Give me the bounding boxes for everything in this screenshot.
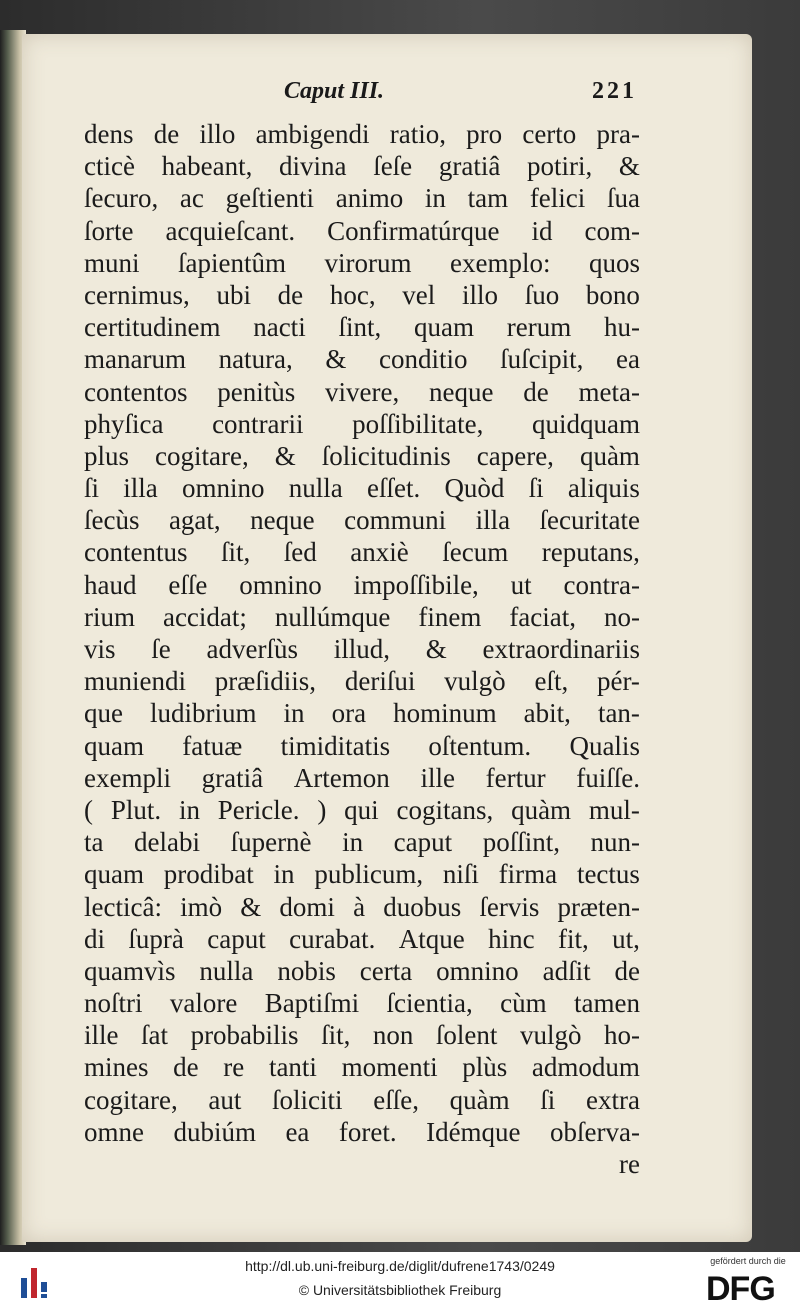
word: mines: [84, 1052, 149, 1083]
word: tectus: [576, 859, 640, 890]
text-line: [84, 923, 640, 955]
word: caput: [207, 923, 266, 954]
word: habeant,: [161, 151, 253, 182]
word: &: [240, 891, 262, 922]
word: ſolent: [435, 1020, 498, 1051]
text-line: [84, 1084, 640, 1116]
word: delabi: [134, 827, 201, 858]
word: virorum: [324, 247, 412, 278]
word: obſerva-: [550, 1116, 640, 1147]
word: de: [614, 955, 640, 986]
word: non: [372, 1020, 414, 1051]
word: de: [173, 1052, 199, 1083]
text-line: [84, 569, 640, 601]
word: muniendi: [84, 666, 186, 697]
word: domi: [279, 891, 335, 922]
word: ſecuro,: [84, 183, 159, 214]
word: impoſſibile,: [353, 569, 479, 600]
word: re: [223, 1052, 245, 1083]
word: vulgò: [519, 1020, 582, 1051]
word: mul-: [588, 794, 640, 825]
word: exempli: [84, 762, 171, 793]
word: ac: [179, 183, 204, 214]
word: tanti: [268, 1052, 317, 1083]
word: muni: [84, 247, 140, 278]
word: adverſùs: [206, 634, 298, 664]
word: (: [84, 794, 93, 825]
word: ſed: [283, 537, 317, 568]
word: ſervis: [479, 891, 540, 922]
word: vel: [402, 279, 436, 310]
word: omne: [84, 1116, 144, 1147]
word: cticè: [84, 151, 135, 182]
text-line: [84, 1051, 640, 1083]
word: ho-: [604, 1020, 640, 1051]
text-line: [84, 440, 640, 472]
word: extraordinariis: [482, 634, 640, 664]
word: accidat;: [162, 601, 247, 632]
word: ſapientûm: [178, 247, 286, 278]
word: ubi: [216, 279, 251, 310]
word: finem: [418, 601, 482, 632]
word: communi: [344, 505, 447, 536]
word: omnino: [239, 569, 322, 600]
word: penitùs: [217, 376, 296, 407]
word: cogitare,: [84, 1084, 178, 1115]
word: nulla: [199, 955, 254, 986]
word: capere,: [476, 440, 554, 471]
word: potiri,: [526, 151, 593, 182]
word: aliquis: [567, 473, 640, 504]
word: Baptiſmi: [264, 988, 360, 1019]
word: animo: [335, 183, 404, 214]
word: ſi: [540, 1084, 556, 1115]
word: timiditatis: [280, 730, 391, 761]
word: hominum: [393, 698, 497, 729]
word: illa: [475, 505, 511, 536]
word: niſi: [442, 859, 479, 890]
word: prodibat: [163, 859, 254, 890]
word: aut: [208, 1084, 242, 1115]
word: nobis: [277, 955, 336, 986]
word: illo: [199, 119, 236, 149]
word: gratiâ: [438, 151, 501, 182]
source-url-link[interactable]: http://dl.ub.uni-freiburg.de/diglit/dufrene1743/0249: [245, 1258, 555, 1274]
word: tamen: [573, 988, 640, 1019]
text-line: [84, 215, 640, 247]
word: in: [178, 794, 200, 825]
word: &: [425, 634, 447, 664]
word: certo: [522, 119, 577, 149]
word: &: [325, 344, 347, 375]
word: Artemon: [293, 762, 390, 793]
word: ſit,: [220, 537, 251, 568]
word: Pericle.: [217, 794, 300, 825]
word: de: [523, 376, 549, 407]
word: vulgò: [444, 666, 506, 697]
word: ſolicitudinis: [321, 440, 451, 471]
word: quamvìs: [84, 955, 176, 986]
word: deriſui: [344, 666, 416, 697]
word: ſat: [141, 1020, 169, 1051]
word: ratio,: [389, 119, 446, 149]
text-line: [84, 858, 640, 890]
word: omnino: [436, 955, 519, 986]
word: tam: [467, 183, 509, 214]
page-header: [22, 78, 752, 118]
text-line: [84, 794, 640, 826]
word: di: [84, 923, 106, 954]
word: curabat.: [289, 923, 376, 954]
word: firma: [498, 859, 558, 890]
text-line: [84, 1116, 640, 1148]
word: exemplo:: [450, 247, 551, 278]
text-line: [84, 891, 640, 923]
text-line: [84, 697, 640, 729]
word: ſoliciti: [272, 1084, 343, 1115]
word: momenti: [341, 1052, 438, 1083]
word: &: [618, 151, 640, 182]
text-line: [84, 987, 640, 1019]
word: faciat,: [509, 601, 577, 632]
word: ſcientia,: [386, 988, 473, 1019]
word: quidquam: [531, 408, 640, 439]
word: natura,: [218, 344, 293, 375]
text-line: [84, 182, 640, 214]
text-line: [84, 504, 640, 536]
word: ludibrium: [150, 698, 257, 729]
word: quàm: [511, 794, 572, 825]
word: Confirmatúrque: [327, 215, 500, 246]
word: hoc,: [329, 279, 376, 310]
word: pér-: [597, 666, 640, 697]
word: fit,: [558, 923, 589, 954]
word: quàm: [449, 1084, 510, 1115]
word: nacti: [253, 312, 306, 343]
word: quam: [414, 312, 474, 343]
catchword: re: [619, 1149, 640, 1179]
word: oſtentum.: [428, 730, 532, 761]
text-line: [84, 247, 640, 279]
word: Plut.: [110, 794, 162, 825]
word: fuiſſe.: [576, 762, 640, 793]
word: cogitans,: [396, 794, 494, 825]
text-line: [84, 633, 640, 665]
word: illud,: [333, 634, 390, 664]
word: cernimus,: [84, 279, 190, 310]
word: quam: [84, 859, 144, 890]
word: ſecuritate: [539, 505, 640, 536]
word: imò: [180, 891, 223, 922]
text-line: [84, 762, 640, 794]
word: pro: [466, 119, 503, 149]
funding-tagline: gefördert durch die: [710, 1256, 786, 1266]
word: que: [84, 698, 123, 729]
word: divina: [279, 151, 347, 182]
text-line: [84, 665, 640, 697]
word: ſe: [151, 634, 171, 664]
word: felici: [529, 183, 586, 214]
word: eſt,: [534, 666, 569, 697]
word: contentos: [84, 376, 188, 407]
word: extra: [585, 1084, 640, 1115]
word: ſint,: [338, 312, 382, 343]
word: ambigendi: [255, 119, 370, 149]
word: vis: [84, 634, 116, 664]
dfg-funding-block: [702, 1256, 794, 1308]
page-number: 221: [592, 78, 637, 104]
word: fatuæ: [182, 730, 243, 761]
word: contentus: [84, 537, 188, 568]
word: omnino: [181, 473, 265, 504]
word: poſſint,: [482, 827, 560, 858]
text-line: [84, 536, 640, 568]
word: admodum: [531, 1052, 640, 1083]
word: dubiúm: [173, 1116, 256, 1147]
word: noſtri: [84, 988, 143, 1019]
word: ſit,: [321, 1020, 351, 1051]
word: bono: [585, 279, 640, 310]
word: manarum: [84, 344, 186, 375]
word: de: [277, 279, 304, 310]
text-line: [84, 826, 640, 858]
text-line: [84, 118, 640, 150]
word: neque: [429, 376, 494, 407]
word: ſuſcipit,: [500, 344, 584, 375]
word: in: [424, 183, 446, 214]
word: ta: [84, 827, 104, 858]
word: nulla: [288, 473, 343, 504]
word: tan-: [597, 698, 640, 729]
word: conditio: [379, 344, 468, 375]
word: in: [342, 827, 364, 858]
word: reputans,: [541, 537, 640, 568]
word: haud: [84, 569, 137, 600]
word: ſecum: [442, 537, 509, 568]
word: rerum: [506, 312, 572, 343]
text-line: [84, 343, 640, 375]
word: ſorte: [84, 215, 134, 246]
word: publicum,: [314, 859, 424, 890]
word: illa: [123, 473, 158, 504]
word: quam: [84, 730, 144, 761]
word: ſupernè: [230, 827, 312, 858]
word: Quòd: [444, 473, 505, 504]
word: eſſe,: [373, 1084, 419, 1115]
word: plùs: [462, 1052, 508, 1083]
word: ut,: [612, 923, 640, 954]
word: cogitare,: [155, 440, 249, 471]
book-page: [22, 34, 752, 1242]
word: anxiè: [350, 537, 409, 568]
word: præten-: [557, 891, 640, 922]
word: ea: [285, 1116, 310, 1147]
word: præſidiis,: [214, 666, 317, 697]
word: quos: [588, 247, 640, 278]
text-line: [84, 1019, 640, 1051]
word: lecticâ:: [84, 891, 162, 922]
word: eſſet.: [366, 473, 421, 504]
word: ſi: [528, 473, 544, 504]
word: acquieſcant.: [165, 215, 296, 246]
word: ille: [420, 762, 455, 793]
text-line: [84, 408, 640, 440]
dfg-logo-icon: DFG: [706, 1270, 775, 1308]
word: dens: [84, 119, 134, 149]
body-text: [84, 118, 640, 1180]
word: rium: [84, 601, 135, 632]
word: caput: [393, 827, 453, 858]
text-line: [84, 601, 640, 633]
word: poſſibilitate,: [352, 408, 484, 439]
word: hu-: [604, 312, 640, 343]
word: neque: [250, 505, 315, 536]
running-head: Caput III.: [284, 78, 385, 104]
text-line: [84, 730, 640, 762]
word: geſtienti: [225, 183, 315, 214]
word: no-: [603, 601, 640, 632]
word: nullúmque: [274, 601, 391, 632]
word: com-: [584, 215, 640, 246]
word: quàm: [579, 440, 640, 471]
word: &: [274, 440, 296, 471]
word: de: [153, 119, 180, 149]
word: certa: [359, 955, 413, 986]
copyright-notice: © Universitätsbibliothek Freiburg: [298, 1282, 502, 1298]
viewer-footer: [0, 1252, 800, 1312]
word: Idémque: [426, 1116, 521, 1147]
word: cùm: [500, 988, 547, 1019]
word: ſeſe: [373, 151, 413, 182]
word: nun-: [590, 827, 640, 858]
text-line: [84, 955, 640, 987]
word: adſit: [542, 955, 591, 986]
word: meta-: [578, 376, 640, 407]
word: plus: [84, 440, 130, 471]
word: duobus: [383, 891, 462, 922]
word: contrarii: [212, 408, 304, 439]
word: vivere,: [325, 376, 400, 407]
word: foret.: [338, 1116, 397, 1147]
word: ſuprà: [128, 923, 184, 954]
word: ſuo: [524, 279, 560, 310]
text-line: [84, 376, 640, 408]
word: agat,: [168, 505, 221, 536]
text-line: [84, 279, 640, 311]
word: ea: [616, 344, 640, 375]
word: ſecùs: [84, 505, 140, 536]
word: certitudinem: [84, 312, 221, 343]
word: contra-: [563, 569, 640, 600]
text-line: [84, 472, 640, 504]
word: ſi: [84, 473, 100, 504]
word: Atque: [398, 923, 465, 954]
word: hinc: [488, 923, 535, 954]
word: phyſica: [84, 408, 164, 439]
word: abit,: [523, 698, 571, 729]
word: fertur: [485, 762, 546, 793]
word: valore: [169, 988, 238, 1019]
word: gratiâ: [201, 762, 264, 793]
word: qui: [344, 794, 379, 825]
word: ut: [510, 569, 532, 600]
word: ille: [84, 1020, 119, 1051]
word: eſſe: [168, 569, 208, 600]
text-line: [84, 311, 640, 343]
word: illo: [461, 279, 498, 310]
word: Qualis: [569, 730, 640, 761]
text-line: [84, 150, 640, 182]
word: in: [273, 859, 295, 890]
word: probabilis: [190, 1020, 299, 1051]
word: id: [531, 215, 553, 246]
word: ora: [331, 698, 367, 729]
word: à: [353, 891, 366, 922]
word: in: [283, 698, 305, 729]
word: ): [317, 794, 327, 825]
word: ſua: [606, 183, 640, 214]
word: pra-: [596, 119, 640, 149]
